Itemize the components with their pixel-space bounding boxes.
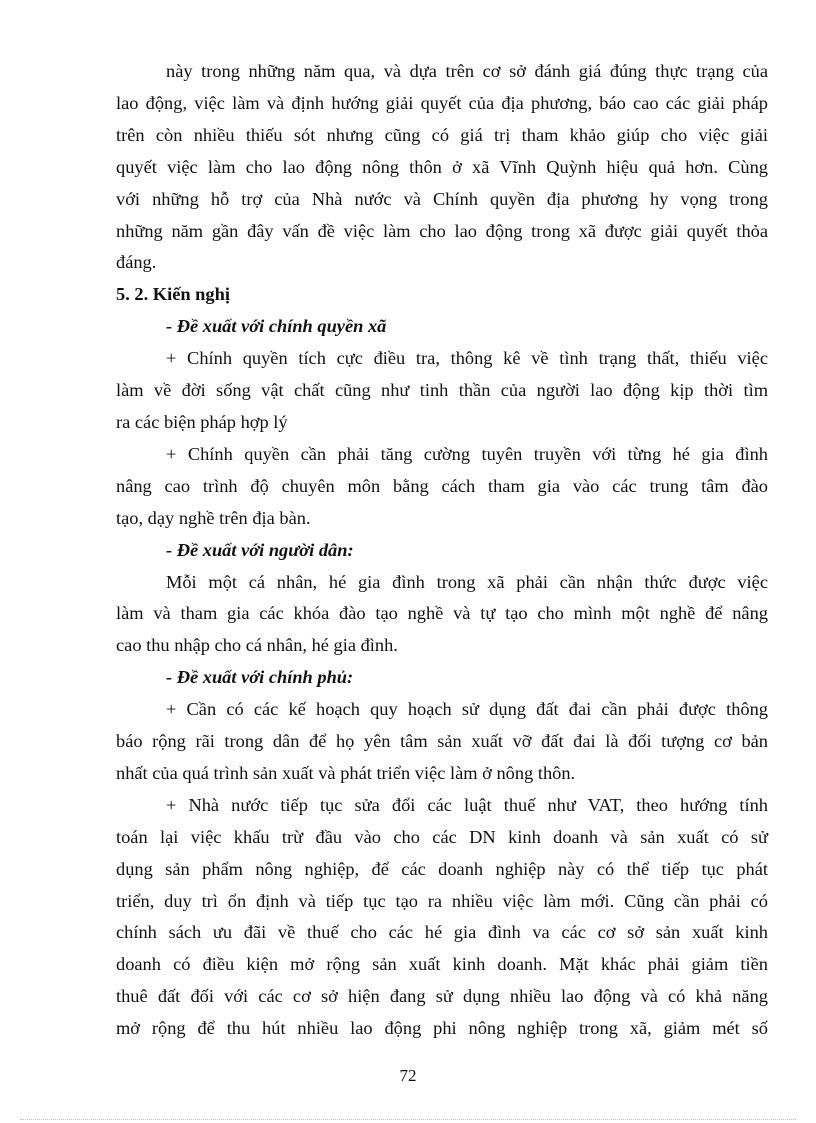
- text-line: làm về đời sống vật chất cũng như tinh thần của người lao động kịp thời tìm: [116, 380, 768, 401]
- page-bottom-divider: [20, 1119, 796, 1120]
- text-line: + Chính quyền cần phải tăng cường tuyên truyền với từng hé gia đình: [166, 443, 768, 464]
- commune-item: [116, 439, 768, 535]
- text-line: mở rộng để thu hút nhiều lao động phi nông nghiệp trong xã, giảm mét số: [116, 1018, 768, 1039]
- text-line: chính sách ưu đãi về thuế cho các hé gia đình va các cơ sở sản xuất kinh: [116, 922, 768, 943]
- text-line: lao động, việc làm và định hướng giải quyết của địa phương, báo cao các giải pháp: [116, 92, 768, 113]
- text-line: Mỗi một cá nhân, hé gia đình trong xã phải cần nhận thức được việc: [166, 571, 768, 592]
- text-line: + Chính quyền tích cực điều tra, thông kê về tình trạng thất, thiếu việc: [166, 348, 768, 369]
- government-item: [116, 694, 768, 790]
- text-line: cao thu nhập cho cá nhân, hé gia đình.: [116, 635, 398, 656]
- text-line: dụng sản phẩm nông nghiệp, để các doanh nghiệp này có thể tiếp tục phát: [116, 858, 768, 879]
- text-line: thuê đất đối với các cơ sở hiện đang sử dụng nhiều lao động và có khả năng: [116, 986, 768, 1007]
- subheading-people: - Đề xuất với người dân:: [166, 539, 354, 560]
- commune-item: [116, 343, 768, 439]
- subheading-government: - Đề xuất với chính phủ:: [166, 667, 354, 688]
- page-number: 72: [399, 1066, 417, 1085]
- text-line: làm và tham gia các khóa đào tạo nghề và tự tạo cho mình một nghề để nâng: [116, 603, 768, 624]
- section-heading: 5. 2. Kiến nghị: [116, 284, 230, 305]
- text-line: doanh có điều kiện mở rộng sản xuất kinh doanh. Mặt khác phải giảm tiền: [116, 954, 768, 975]
- text-line: triển, duy trì ổn định và tiếp tục tạo ra nhiều việc làm mới. Cũng cần phải có: [116, 890, 768, 911]
- text-line: đáng.: [116, 252, 157, 273]
- text-line: những năm gần đây vấn đề việc làm cho lao động trong xã được giải quyết thỏa: [116, 220, 768, 241]
- text-line: nâng cao trình độ chuyên môn bằng cách tham gia vào các trung tâm đào: [116, 475, 768, 496]
- text-line: + Cần có các kế hoạch quy hoạch sử dụng đất đai cần phải được thông: [166, 699, 768, 720]
- text-line: với những hỗ trợ của Nhà nước và Chính quyền địa phương hy vọng trong: [116, 188, 768, 209]
- text-line: báo rộng rãi trong dân để họ yên tâm sản xuất vỡ đất đai là đối tượng cơ bản: [116, 731, 768, 752]
- people-paragraph: [116, 567, 768, 663]
- document-body: [116, 56, 768, 1045]
- text-line: ra các biện pháp hợp lý: [116, 411, 288, 432]
- text-line: tạo, dạy nghề trên địa bàn.: [116, 507, 311, 528]
- intro-paragraph: [116, 56, 768, 279]
- text-line: trên còn nhiều thiếu sót nhưng cũng có giá trị tham khảo giúp cho việc giải: [116, 124, 768, 145]
- subheading-commune: - Đề xuất với chính quyền xã: [166, 316, 387, 337]
- government-item: [116, 790, 768, 1045]
- text-line: + Nhà nước tiếp tục sửa đổi các luật thuế như VAT, theo hướng tính: [166, 794, 768, 815]
- text-line: nhất của quá trình sản xuất và phát triển việc làm ở nông thôn.: [116, 762, 576, 783]
- text-line: quyết việc làm cho lao động nông thôn ở xã Vĩnh Quỳnh hiệu quả hơn. Cùng: [116, 156, 768, 177]
- text-line: toán lại việc khấu trừ đầu vào cho các DN kinh doanh và sản xuất có sử: [116, 826, 768, 847]
- text-line: này trong những năm qua, và dựa trên cơ sở đánh giá đúng thực trạng của: [166, 61, 768, 81]
